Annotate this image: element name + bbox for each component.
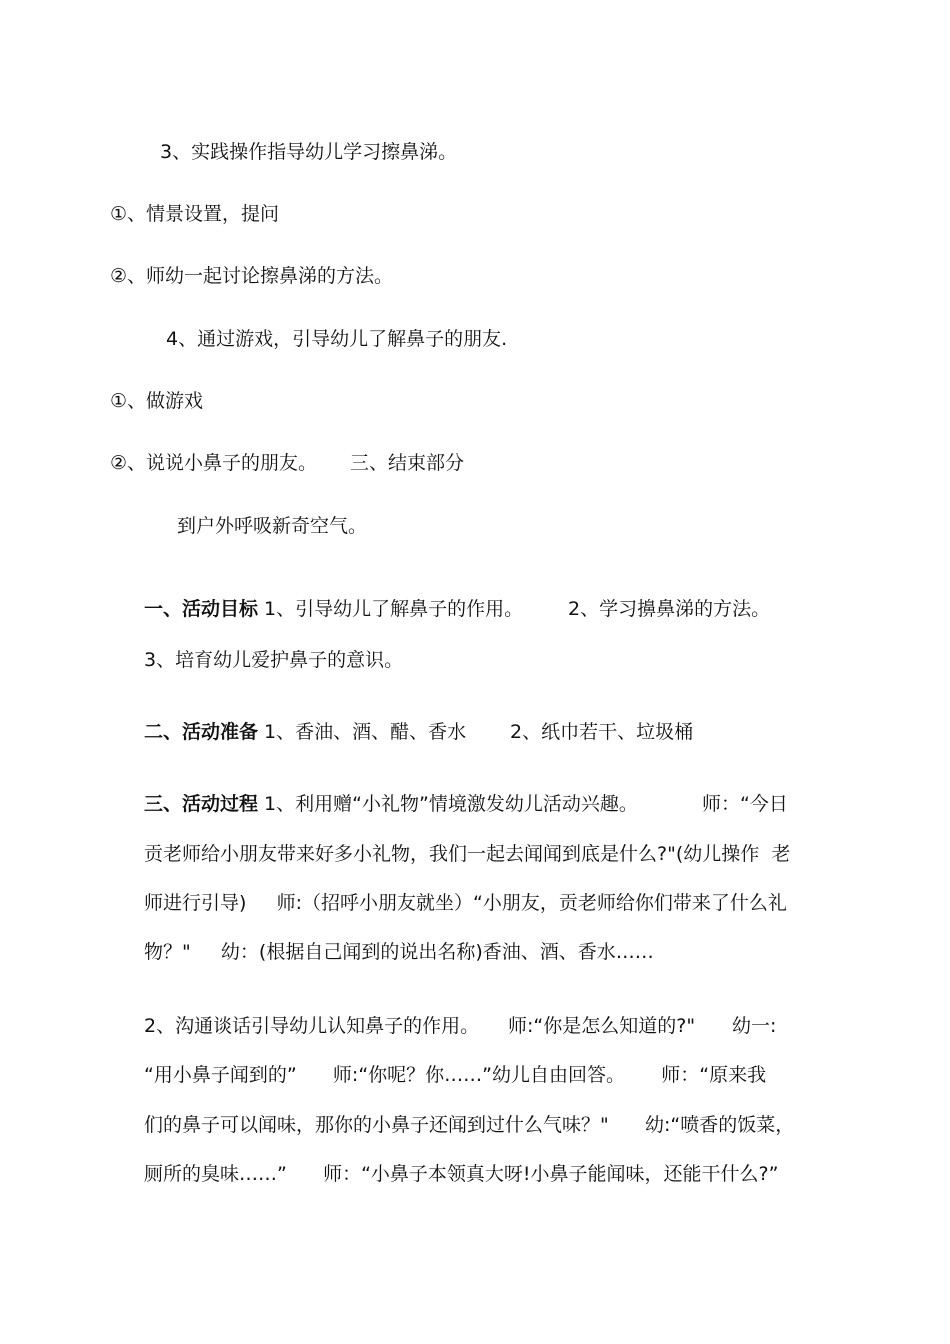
process-p2-line1: 2、沟通谈话引导幼儿认知鼻子的作用。: [144, 1015, 480, 1037]
process-p1-line1b: 师：“今日: [702, 793, 788, 815]
step-4-text: 4、通过游戏，引导幼儿了解鼻子的朋友.: [166, 328, 508, 350]
step-4-sub-1: ①、做游戏: [110, 390, 204, 412]
process-line-1: [144, 792, 638, 816]
process-heading: 三、活动过程: [144, 793, 259, 815]
ending-text: 到户外呼吸新奇空气。: [177, 515, 368, 537]
process-p2-line3: 们的鼻子可以闻味，那你的小鼻子还闻到过什么气味？" 幼:“喷香的饭菜，: [144, 1114, 795, 1136]
section-ending-heading: 三、结束部分: [350, 452, 465, 474]
prep-heading: 二、活动准备: [144, 721, 259, 743]
process-p2-line4: 厕所的臭味……” 师：“小鼻子本领真大呀!小鼻子能闻味，还能干什么?”: [144, 1163, 779, 1185]
process-p1-line3: 师进行引导) 师:（招呼小朋友就坐）“小朋友，贡老师给你们带来了什么礼: [144, 892, 787, 914]
process-p1-line4: 物？" 幼：(根据自己闻到的说出名称)香油、酒、香水……: [144, 941, 654, 963]
step-3-sub-2: ②、师幼一起讨论擦鼻涕的方法。: [110, 265, 394, 287]
step-3-sub-1: ①、情景设置，提问: [110, 203, 280, 225]
prep-item-1: 1、香油、酒、醋、香水: [258, 721, 467, 743]
goals-line-1: [144, 597, 523, 621]
goals-item-2: 2、学习擤鼻涕的方法。: [568, 598, 771, 620]
process-p1-line2: 贡老师给小朋友带来好多小礼物，我们一起去闻闻到底是什么?"(幼儿操作 老: [144, 843, 791, 865]
goals-item-1: 1、引导幼儿了解鼻子的作用。: [258, 598, 524, 620]
process-p2-line1c: 幼一:: [732, 1015, 777, 1037]
process-p2-line1b: 师:“你是怎么知道的?": [508, 1015, 696, 1037]
prep-item-2: 2、纸巾若干、垃圾桶: [510, 721, 694, 743]
process-p1-line1: 1、利用赠“小礼物”情境激发幼儿活动兴趣。: [258, 793, 638, 815]
prep-line: [144, 720, 466, 744]
step-3-text: 3、实践操作指导幼儿学习擦鼻涕。: [160, 141, 458, 163]
step-4-sub-2: ②、说说小鼻子的朋友。: [110, 452, 318, 474]
goals-heading: 一、活动目标: [144, 598, 259, 620]
process-p2-line2: “用小鼻子闻到的” 师:“你呢？你……”幼儿自由回答。 师：“原来我: [144, 1064, 767, 1086]
goals-item-3: 3、培育幼儿爱护鼻子的意识。: [144, 649, 404, 671]
